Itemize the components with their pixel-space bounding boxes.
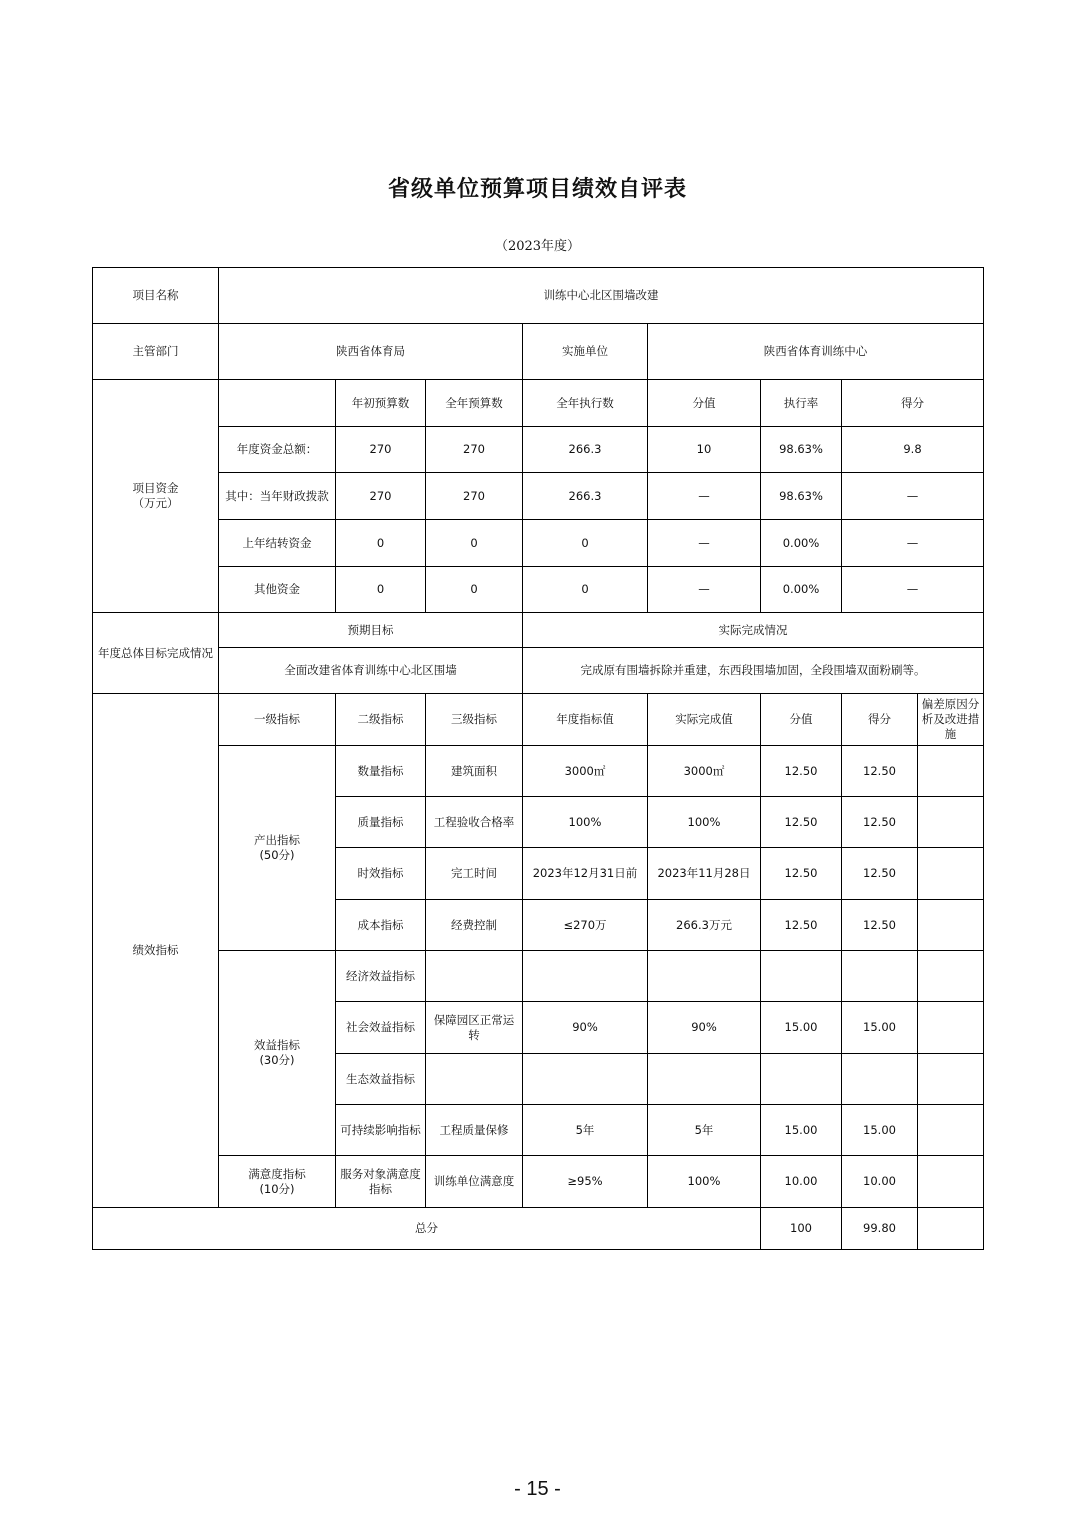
perf-target: 100% (523, 797, 648, 848)
funds-row-label: 年度资金总额： (219, 427, 336, 473)
total-label: 总分 (93, 1208, 761, 1250)
perf-score-max: 12.50 (761, 900, 842, 951)
perf-target: ≥95% (523, 1156, 648, 1208)
perf-note (918, 1156, 984, 1208)
perf-header-cell: 得分 (842, 694, 918, 746)
perf-l3: 工程质量保修 (426, 1105, 523, 1156)
funds-row-label: 上年结转资金 (219, 520, 336, 567)
perf-actual: 100% (648, 797, 761, 848)
perf-l2: 质量指标 (336, 797, 426, 848)
perf-note (918, 746, 984, 797)
funds-cell: 0 (523, 520, 648, 567)
goal-expected-value: 全面改建省体育训练中心北区围墙 (219, 648, 523, 694)
funds-cell: — (842, 520, 984, 567)
perf-score-max: 15.00 (761, 1105, 842, 1156)
funds-cell: — (648, 567, 761, 613)
funds-cell: 266.3 (523, 427, 648, 473)
funds-header-cell: 全年预算数 (426, 380, 523, 427)
perf-l2: 时效指标 (336, 848, 426, 900)
perf-score-max: 10.00 (761, 1156, 842, 1208)
perf-header-cell: 实际完成值 (648, 694, 761, 746)
perf-note (918, 848, 984, 900)
perf-actual (648, 1054, 761, 1105)
total-score: 99.80 (842, 1208, 918, 1250)
perf-l2: 成本指标 (336, 900, 426, 951)
perf-score: 10.00 (842, 1156, 918, 1208)
funds-header-blank (219, 380, 336, 427)
funds-row (93, 520, 984, 567)
funds-cell: 270 (426, 473, 523, 520)
perf-score: 12.50 (842, 900, 918, 951)
perf-score-max (761, 1054, 842, 1105)
perf-score-max: 12.50 (761, 797, 842, 848)
perf-score (842, 1054, 918, 1105)
perf-note (918, 1002, 984, 1054)
perf-actual: 266.3万元 (648, 900, 761, 951)
funds-cell: 10 (648, 427, 761, 473)
perf-l3 (426, 1054, 523, 1105)
perf-note (918, 797, 984, 848)
satisfaction-indicator-label: 满意度指标 (10分) (219, 1156, 336, 1208)
funds-cell: 270 (426, 427, 523, 473)
funds-cell: 0 (336, 567, 426, 613)
perf-score-max: 12.50 (761, 848, 842, 900)
goal-actual-label: 实际完成情况 (523, 613, 984, 648)
perf-row (93, 746, 984, 797)
perf-note (918, 951, 984, 1002)
perf-note (918, 1054, 984, 1105)
total-note (918, 1208, 984, 1250)
funds-cell: — (842, 473, 984, 520)
perf-score-max: 12.50 (761, 746, 842, 797)
funds-header-cell: 年初预算数 (336, 380, 426, 427)
perf-score (842, 951, 918, 1002)
perf-row (93, 1156, 984, 1208)
funds-cell: 98.63% (761, 473, 842, 520)
perf-l3: 训练单位满意度 (426, 1156, 523, 1208)
funds-cell: — (648, 520, 761, 567)
benefit-indicator-label: 效益指标 (30分) (219, 951, 336, 1156)
funds-cell: 0.00% (761, 567, 842, 613)
perf-target (523, 951, 648, 1002)
output-indicator-label: 产出指标 (50分) (219, 746, 336, 951)
funds-cell: 0.00% (761, 520, 842, 567)
perf-l2: 社会效益指标 (336, 1002, 426, 1054)
funds-row (93, 473, 984, 520)
funds-row-label: 其中：当年财政拨款 (219, 473, 336, 520)
funds-cell: 266.3 (523, 473, 648, 520)
perf-score: 15.00 (842, 1105, 918, 1156)
funds-row (93, 567, 984, 613)
perf-actual (648, 951, 761, 1002)
perf-target: 2023年12月31日前 (523, 848, 648, 900)
perf-target: 5年 (523, 1105, 648, 1156)
unit-label: 实施单位 (523, 324, 648, 380)
perf-header-cell: 二级指标 (336, 694, 426, 746)
unit-value: 陕西省体育训练中心 (648, 324, 984, 380)
funds-cell: 9.8 (842, 427, 984, 473)
perf-score-max (761, 951, 842, 1002)
funds-header-cell: 分值 (648, 380, 761, 427)
perf-actual: 100% (648, 1156, 761, 1208)
perf-l3: 保障园区正常运转 (426, 1002, 523, 1054)
dept-label: 主管部门 (93, 324, 219, 380)
perf-score: 12.50 (842, 848, 918, 900)
perf-row (93, 951, 984, 1002)
perf-l2: 数量指标 (336, 746, 426, 797)
perf-l2: 生态效益指标 (336, 1054, 426, 1105)
total-score-max: 100 (761, 1208, 842, 1250)
document-title: 省级单位预算项目绩效自评表 (387, 176, 687, 202)
funds-cell: 0 (426, 520, 523, 567)
evaluation-table (92, 267, 984, 1250)
funds-cell: — (842, 567, 984, 613)
funds-cell: 270 (336, 473, 426, 520)
perf-header-cell: 一级指标 (219, 694, 336, 746)
funds-label: 项目资金 （万元） (93, 380, 219, 613)
perf-note (918, 900, 984, 951)
funds-row-label: 其他资金 (219, 567, 336, 613)
funds-cell: — (648, 473, 761, 520)
funds-cell: 0 (523, 567, 648, 613)
funds-row (93, 427, 984, 473)
project-name-label: 项目名称 (93, 268, 219, 324)
goal-label: 年度总体目标完成情况 (93, 613, 219, 694)
perf-score: 12.50 (842, 797, 918, 848)
perf-label: 绩效指标 (93, 694, 219, 1208)
perf-l3: 完工时间 (426, 848, 523, 900)
page-number: - 15 - (514, 1478, 561, 1500)
perf-target: 90% (523, 1002, 648, 1054)
perf-l3: 经费控制 (426, 900, 523, 951)
funds-cell: 270 (336, 427, 426, 473)
dept-value: 陕西省体育局 (219, 324, 523, 380)
document-year: （2023年度） (494, 239, 581, 254)
perf-header-cell: 偏差原因分析及改进措施 (918, 694, 984, 746)
perf-score: 12.50 (842, 746, 918, 797)
perf-actual: 3000㎡ (648, 746, 761, 797)
perf-target: 3000㎡ (523, 746, 648, 797)
funds-cell: 0 (426, 567, 523, 613)
perf-note (918, 1105, 984, 1156)
project-name-value: 训练中心北区围墙改建 (219, 268, 984, 324)
funds-cell: 98.63% (761, 427, 842, 473)
perf-l3: 工程验收合格率 (426, 797, 523, 848)
perf-l2: 经济效益指标 (336, 951, 426, 1002)
perf-actual: 5年 (648, 1105, 761, 1156)
perf-header-cell: 年度指标值 (523, 694, 648, 746)
perf-score: 15.00 (842, 1002, 918, 1054)
perf-actual: 2023年11月28日 (648, 848, 761, 900)
funds-header-cell: 执行率 (761, 380, 842, 427)
perf-target: ≤270万 (523, 900, 648, 951)
perf-actual: 90% (648, 1002, 761, 1054)
perf-header-cell: 三级指标 (426, 694, 523, 746)
perf-l3 (426, 951, 523, 1002)
perf-header-cell: 分值 (761, 694, 842, 746)
total-row (93, 1208, 984, 1250)
funds-header-cell: 得分 (842, 380, 984, 427)
perf-score-max: 15.00 (761, 1002, 842, 1054)
perf-target (523, 1054, 648, 1105)
goal-actual-value: 完成原有围墙拆除并重建，东西段围墙加固，全段围墙双面粉刷等。 (523, 648, 984, 694)
funds-cell: 0 (336, 520, 426, 567)
perf-l2: 服务对象满意度指标 (336, 1156, 426, 1208)
goal-expected-label: 预期目标 (219, 613, 523, 648)
perf-l3: 建筑面积 (426, 746, 523, 797)
funds-header-cell: 全年执行数 (523, 380, 648, 427)
perf-l2: 可持续影响指标 (336, 1105, 426, 1156)
